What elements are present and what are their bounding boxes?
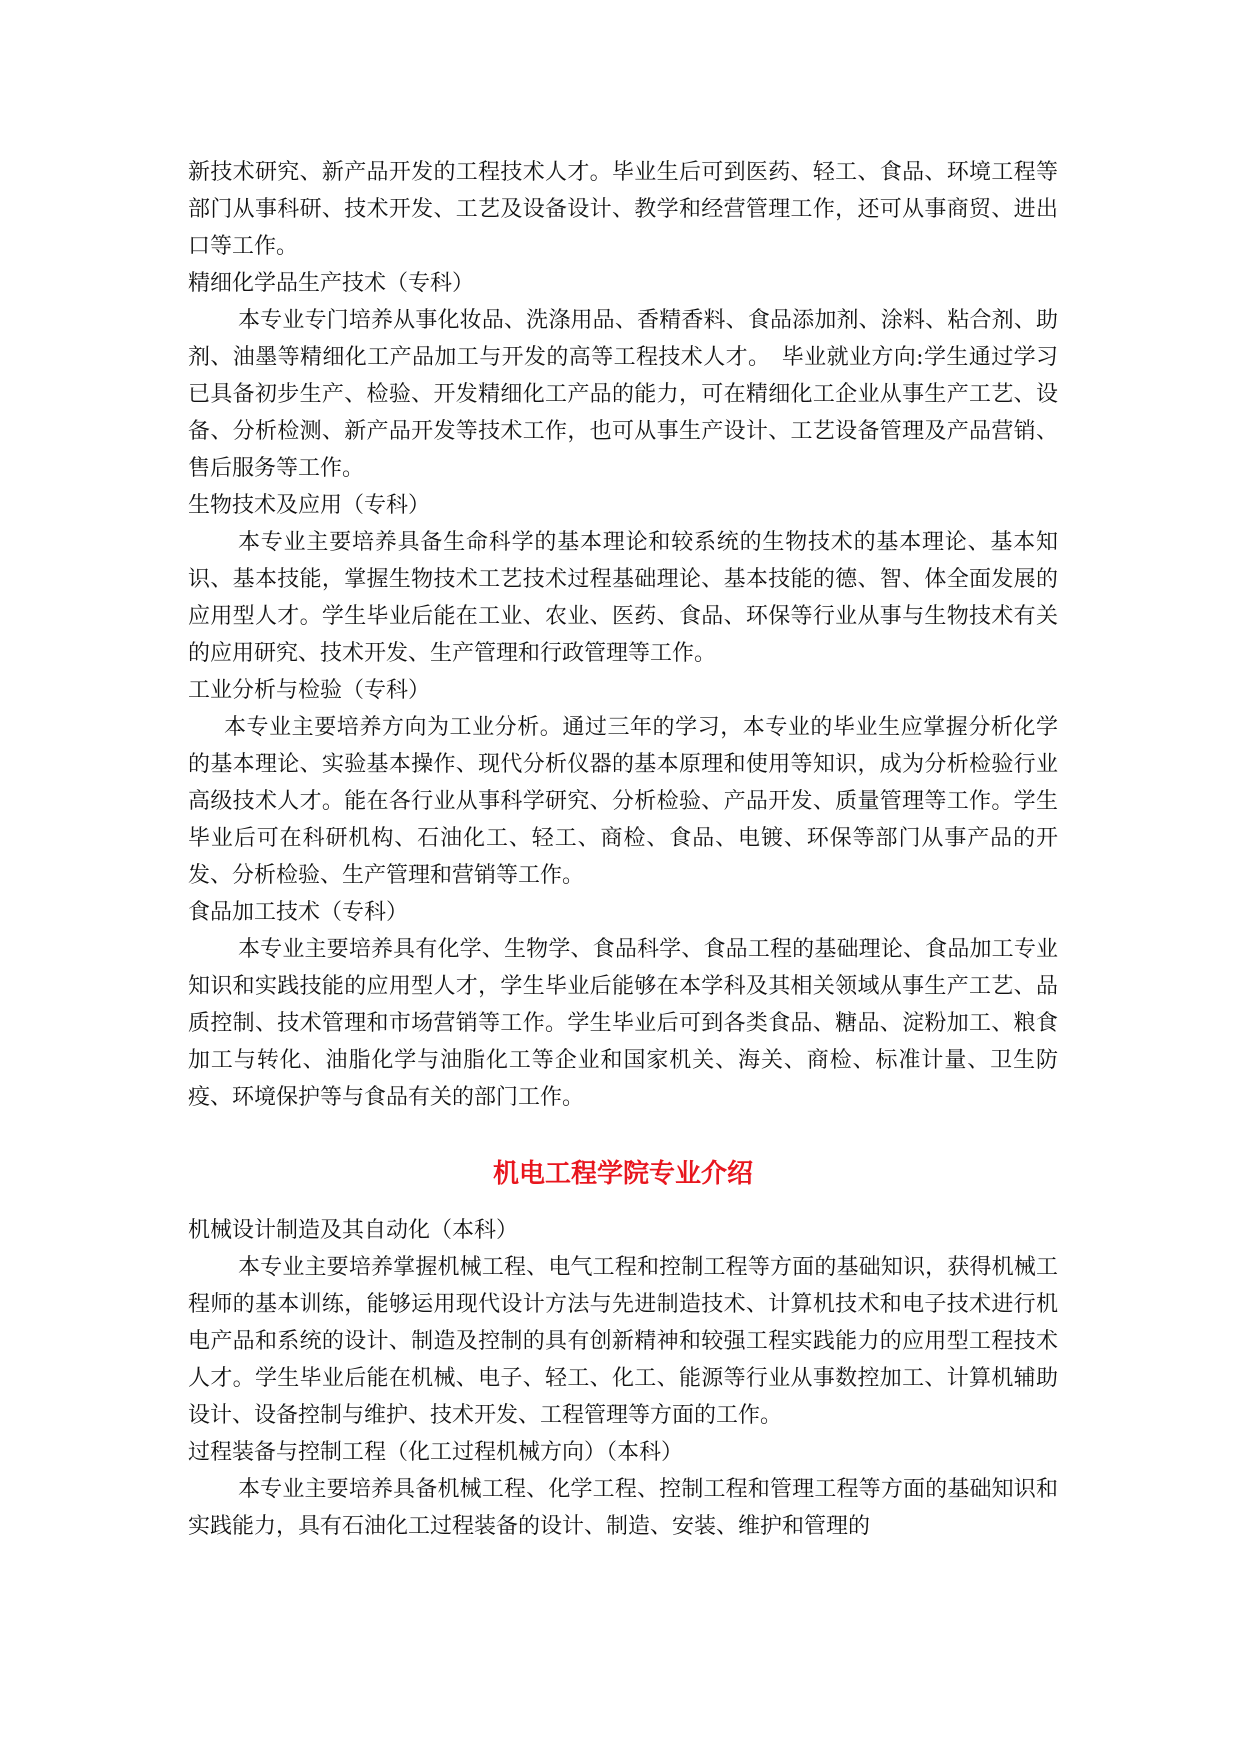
intro-paragraph: 新技术研究、新产品开发的工程技术人才。毕业生后可到医药、轻工、食品、环境工程等部门从事科研、技术开发、工艺及设备设计、教学和经营管理工作，还可从事商贸、进出口等工作。 [188, 160, 1058, 259]
major-heading-fine-chemicals: 精细化学品生产技术（专科） [188, 271, 475, 296]
major-description-industrial-analysis: 本专业主要培养方向为工业分析。通过三年的学习，本专业的毕业生应掌握分析化学的基本理论、实验基本操作、现代分析仪器的基本原理和使用等知识，成为分析检验行业高级技术人才。能在各行业从事科学研究、分析检验、产品开发、质量管理等工作。学生毕业后可在科研机构、石油化工、轻工、商检、食品、电镀、环保等部门从事产品的开发、分析检验、生产管理和营销等工作。 [188, 715, 1058, 888]
major-description-mechanical-design: 本专业主要培养掌握机械工程、电气工程和控制工程等方面的基础知识，获得机械工程师的基本训练，能够运用现代设计方法与先进制造技术、计算机技术和电子技术进行机电产品和系统的设计、制造及控制的具有创新精神和较强工程实践能力的应用型工程技术人才。学生毕业后能在机械、电子、轻工、化工、能源等行业从事数控加工、计算机辅助设计、设备控制与维护、技术开发、工程管理等方面的工作。 [188, 1255, 1058, 1428]
major-description-fine-chemicals: 本专业专门培养从事化妆品、洗涤用品、香精香料、食品添加剂、涂料、粘合剂、助剂、油墨等精细化工产品加工与开发的高等工程技术人才。 毕业就业方向:学生通过学习已具备初步生产、检验、开发精细化工产品的能力，可在精细化工企业从事生产工艺、设备、分析检测、新产品开发等技术工作，也可从事生产设计、工艺设备管理及产品营销、售后服务等工作。 [188, 308, 1058, 481]
major-heading-industrial-analysis: 工业分析与检验（专科） [188, 678, 431, 703]
major-description-process-equipment: 本专业主要培养具备机械工程、化学工程、控制工程和管理工程等方面的基础知识和实践能力，具有石油化工过程装备的设计、制造、安装、维护和管理的 [188, 1477, 1058, 1539]
document-page [188, 154, 1058, 1545]
major-description-food-processing: 本专业主要培养具有化学、生物学、食品科学、食品工程的基础理论、食品加工专业知识和实践技能的应用型人才，学生毕业后能够在本学科及其相关领域从事生产工艺、品质控制、技术管理和市场营销等工作。学生毕业后可到各类食品、糖品、淀粉加工、粮食加工与转化、油脂化学与油脂化工等企业和国家机关、海关、商检、标准计量、卫生防疫、环境保护等与食品有关的部门工作。 [188, 937, 1058, 1110]
major-heading-biotech: 生物技术及应用（专科） [188, 493, 431, 518]
major-description-biotech: 本专业主要培养具备生命科学的基本理论和较系统的生物技术的基本理论、基本知识、基本技能，掌握生物技术工艺技术过程基础理论、基本技能的德、智、体全面发展的应用型人才。学生毕业后能在工业、农业、医药、食品、环保等行业从事与生物技术有关的应用研究、技术开发、生产管理和行政管理等工作。 [188, 530, 1058, 666]
major-heading-process-equipment: 过程装备与控制工程（化工过程机械方向）（本科） [188, 1440, 684, 1465]
major-heading-mechanical-design: 机械设计制造及其自动化（本科） [188, 1218, 519, 1243]
section-title-mechatronics: 机电工程学院专业介绍 [492, 1159, 753, 1189]
major-heading-food-processing: 食品加工技术（专科） [188, 900, 409, 925]
